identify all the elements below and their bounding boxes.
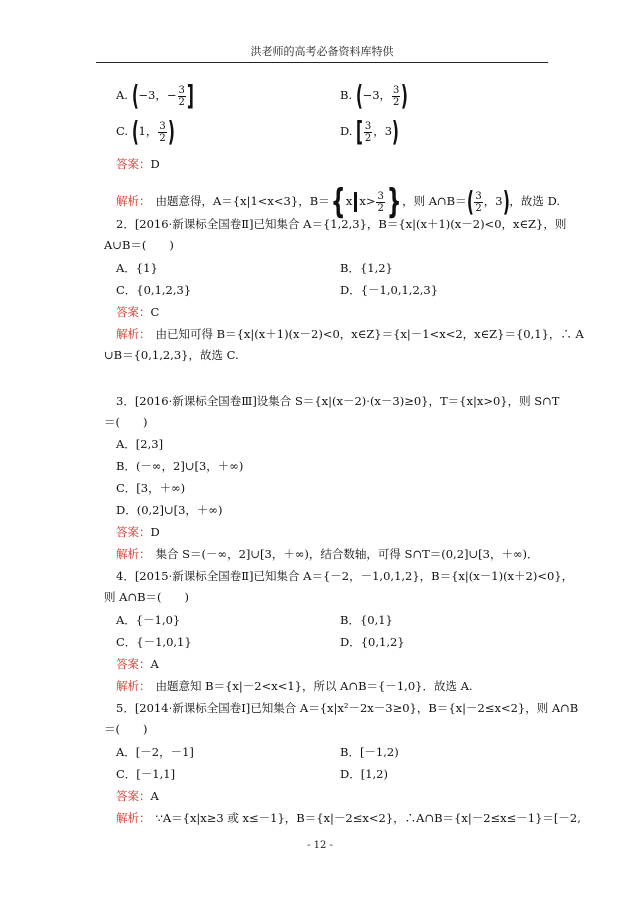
fraction: $\frac{3}{2}$ — [393, 84, 400, 108]
q3-option-d: D．(0,2]∪[3，＋∞) — [116, 503, 223, 517]
q2-answer: 答案：C — [116, 305, 160, 319]
q5-solution: 解析： ∵A＝{x|x≥3 或 x≤－1}，B＝{x|－2≤x<2}，∴A∩B＝{x|－2≤x≤－1}＝[－2, — [116, 811, 581, 825]
q2-stem-line1: 2．[2016·新课标全国卷Ⅱ]已知集合 A＝{1,2,3}，B＝{x|(x＋1)(x－2)<0，x∈Z}，则 — [116, 217, 567, 231]
q4-option-c: C．{－1,0,1} — [116, 635, 192, 649]
q3-option-b: B．(－∞，2]∪[3，＋∞) — [116, 459, 244, 473]
fraction: $\frac{3}{2}$ — [364, 120, 372, 144]
q1-option-a: A. (−3，− $\frac{3}{2}$ ] — [116, 79, 194, 112]
q5-stem-line2: ＝( ) — [104, 722, 148, 736]
q1-option-b: B. (−3， $\frac{3}{2}$ ) — [340, 79, 409, 112]
q1-option-c: C. (1， $\frac{3}{2}$ ) — [116, 115, 175, 148]
q5-option-c: C．[－1,1] — [116, 767, 176, 781]
left-paren: ( — [131, 79, 139, 112]
q3-solution: 解析： 集合 S＝(－∞，2]∪[3，＋∞)，结合数轴，可得 S∩T＝(0,2]∪[3，＋∞)． — [116, 547, 539, 561]
q2-option-b: B．{1,2} — [340, 261, 393, 275]
q3-answer: 答案：D — [116, 525, 160, 539]
q4-solution: 解析： 由题意知 B＝{x|－2<x<1}，所以 A∩B＝{－1,0}．故选 A. — [116, 679, 473, 693]
q3-option-a: A．[2,3] — [116, 437, 164, 451]
q2-option-c: C．{0,1,2,3} — [116, 283, 192, 297]
q3-stem-line1: 3．[2016·新课标全国卷Ⅲ]设集合 S＝{x|(x－2)·(x－3)≥0}，T＝{x|x>0}，则 S∩T — [116, 394, 560, 408]
q3-option-c: C．[3，＋∞) — [116, 481, 186, 495]
q1-answer: 答案：D — [116, 157, 160, 171]
q2-solution-line1: 解析： 由已知可得 B＝{x|(x＋1)(x－2)<0，x∈Z}＝{x|－1<x<2，x∈Z}＝{0,1}，∴ A — [116, 327, 584, 341]
q2-option-d: D．{－1,0,1,2,3} — [340, 283, 439, 297]
q5-option-b: B．[－1,2) — [340, 745, 399, 759]
q2-stem-line2: A∪B＝( ) — [104, 238, 174, 252]
q4-option-b: B．{0,1} — [340, 613, 393, 627]
fraction: $\frac{3}{2}$ — [159, 120, 166, 144]
set-bar — [354, 192, 357, 212]
fraction: $\frac{3}{2}$ — [178, 84, 185, 108]
right-bracket: ] — [186, 79, 194, 112]
page-header: 洪老师的高考必备资料库特供 — [96, 44, 548, 63]
q1-option-d: D. [ $\frac{3}{2}$ ，3) — [340, 115, 400, 148]
q4-option-a: A．{－1,0} — [116, 613, 181, 627]
q5-answer: 答案：A — [116, 789, 159, 803]
page-number: - 12 - — [307, 840, 333, 851]
q5-stem-line1: 5．[2014·新课标全国卷Ⅰ]已知集合 A＝{x|x²－2x－3≥0}，B＝{x|－2≤x<2}，则 A∩B — [116, 701, 579, 715]
q5-option-d: D．[1,2) — [340, 767, 388, 781]
q2-solution-line2: ∪B＝{0,1,2,3}，故选 C. — [104, 348, 239, 362]
q4-answer: 答案：A — [116, 657, 159, 671]
q4-option-d: D．{0,1,2} — [340, 635, 405, 649]
q4-stem-line2: 则 A∩B＝( ) — [104, 590, 190, 604]
q5-option-a: A．[－2，－1] — [116, 745, 194, 759]
q4-stem-line1: 4．[2015·新课标全国卷Ⅱ]已知集合 A＝{－2，－1,0,1,2}，B＝{x|(x－1)(x＋2)<0}， — [116, 569, 574, 583]
q3-stem-line2: ＝( ) — [104, 415, 148, 429]
q1-solution: 解析： 由题意得，A＝{x|1<x<3}，B＝{x x> $\frac{3}{2}$ }，则 A∩B＝( $\frac{3}{2}$ ，3)，故选 D. — [116, 182, 561, 222]
q2-option-a: A．{1} — [116, 261, 158, 275]
